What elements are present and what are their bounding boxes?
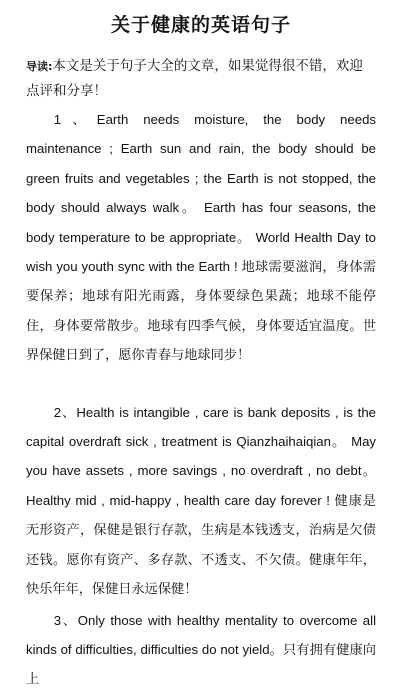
paragraph-1: 1、Earth needs moisture, the body needs maintenance ; Earth sun and rain, the body should be green fruits and vegetables ; the Earth is not stopped, the body should always walk。 Earth has four seasons, the body temperature to be appropriate。 World Health Day to wish you youth sync with the Earth ! 地球需要滋润，身体需要保养；地球有阳光雨露，身体要绿色果蔬；地球不能停住，身体要常散步。地球有四季气候，身体要适宜温度。世界保健日到了，愿你青春与地球同步！ bbox=[26, 112, 376, 363]
paragraph-2: 2、Health is intangible , care is bank deposits , is the capital overdraft sick , treatment is Qianzhaihaiqian。 May you have assets , more savings , no overdraft , no debt。 Healthy mid , mid-happy , health care day forever ! 健康是无形资产，保健是银行存款，生病是本钱透支，治病是欠债还钱。愿你有资产、多存款、不透支、不欠债。健康年年，快乐年年，保健日永远保健！ bbox=[26, 404, 376, 597]
document-title: 关于健康的英语句子 bbox=[110, 14, 291, 36]
paragraph-3: 3、Only those with healthy mentality to overcome all kinds of difficulties, difficulties do not yield。只有拥有健康向上 bbox=[26, 612, 376, 687]
intro-text: 本文是关于句子大全的文章，如果觉得很不错，欢迎点评和分享！ bbox=[26, 58, 363, 99]
intro-label: 导读: bbox=[26, 60, 53, 73]
intro-section bbox=[26, 54, 376, 103]
